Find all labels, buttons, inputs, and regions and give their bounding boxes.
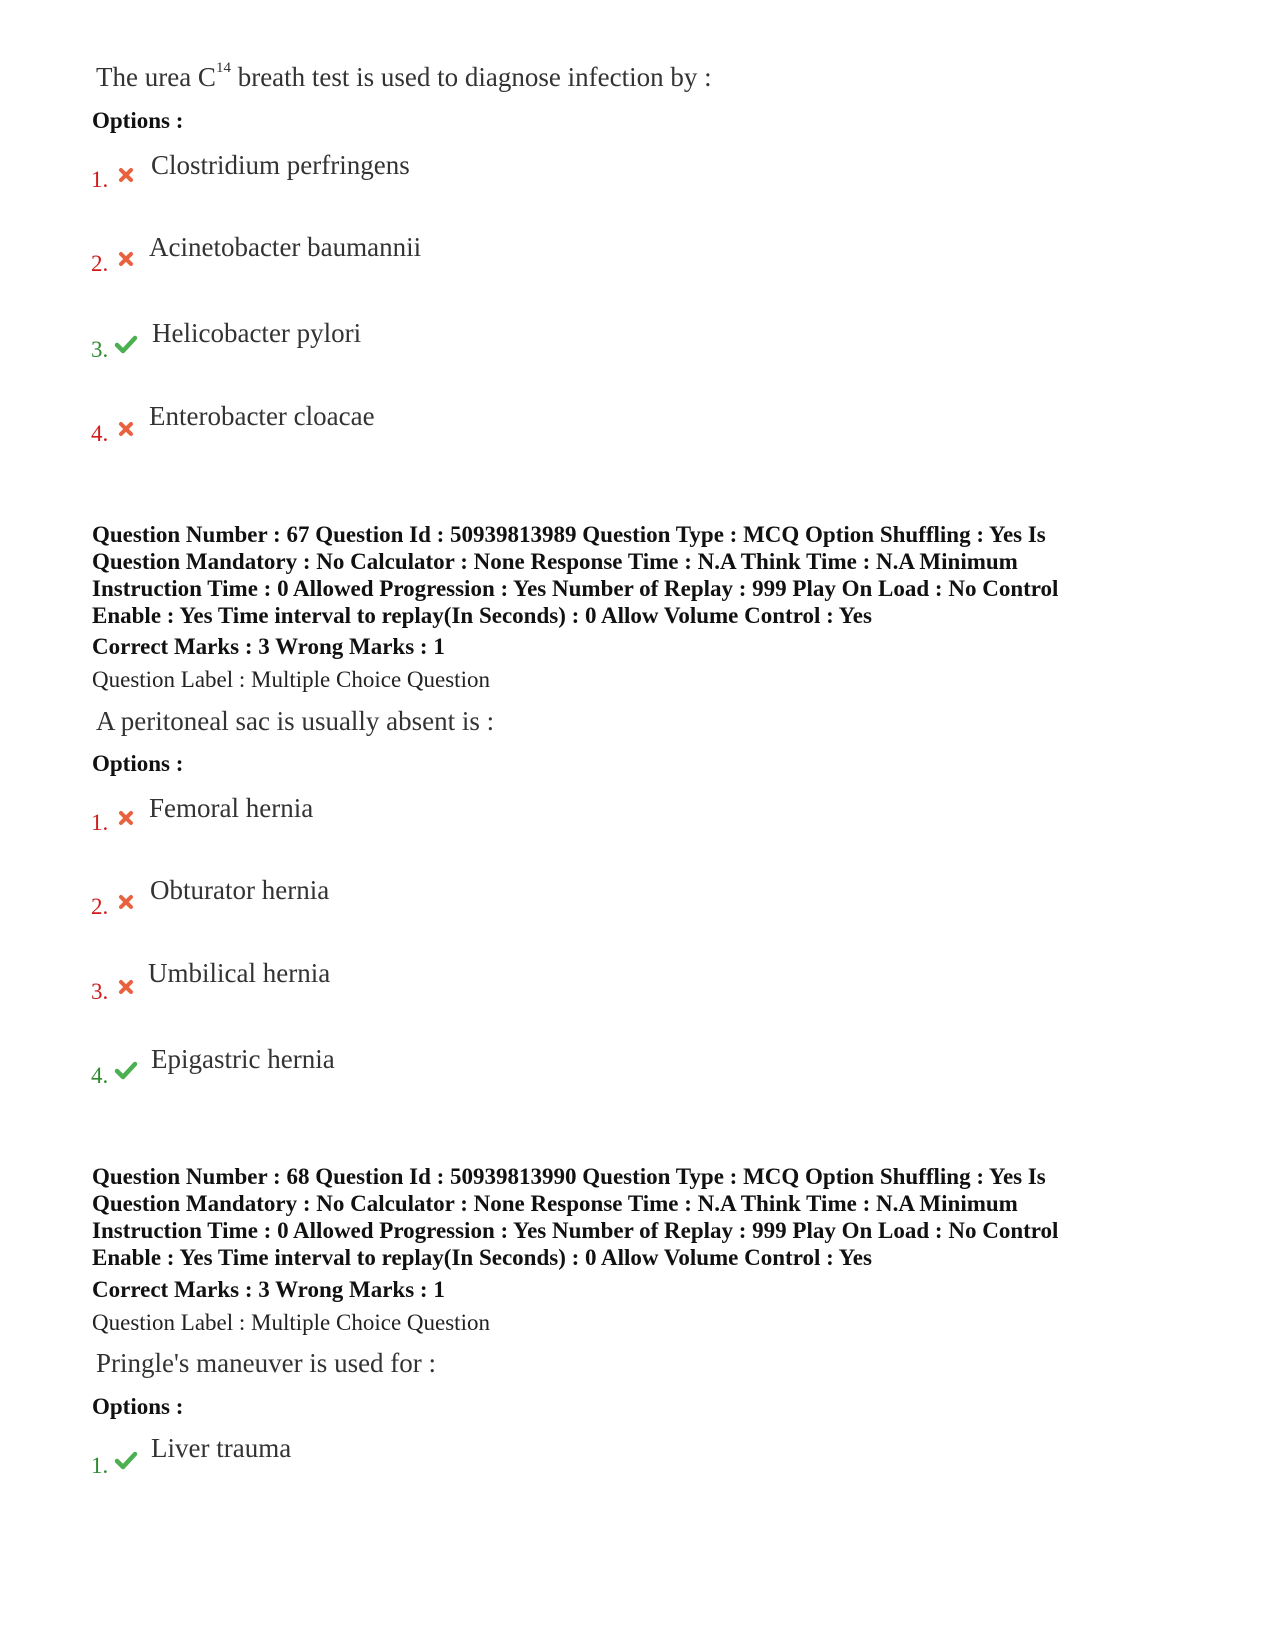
option-text: Acinetobacter baumannii xyxy=(149,232,422,262)
cross-icon xyxy=(117,250,135,268)
option-number: 1. xyxy=(91,1453,109,1478)
option-text: Liver trauma xyxy=(151,1433,292,1463)
cross-icon xyxy=(117,420,135,438)
options-label: Options : xyxy=(92,1394,184,1419)
question-68-label: Question Label : Multiple Choice Question xyxy=(92,1310,490,1335)
option-number: 3. xyxy=(91,337,109,362)
metadata-line: Enable : Yes Time interval to replay(In Seconds) : 0 Allow Volume Control : Yes xyxy=(92,1245,872,1270)
question-67-metadata xyxy=(92,521,1202,629)
option-text: Femoral hernia xyxy=(149,793,314,823)
question-68-text: Pringle's maneuver is used for : xyxy=(96,1348,437,1378)
question-66-text-prefix: The urea C xyxy=(96,62,216,92)
option-text: Clostridium perfringens xyxy=(151,150,410,180)
metadata-line: Instruction Time : 0 Allowed Progression : Yes Number of Replay : 999 Play On Load : No Control xyxy=(92,576,1059,601)
question-66-superscript: 14 xyxy=(215,60,231,76)
question-67-text: A peritoneal sac is usually absent is : xyxy=(96,706,495,736)
option-text: Helicobacter pylori xyxy=(152,318,362,348)
metadata-line: Question Mandatory : No Calculator : None Response Time : N.A Think Time : N.A Minimum xyxy=(92,549,1018,574)
cross-icon xyxy=(117,978,135,996)
option-text: Epigastric hernia xyxy=(151,1044,335,1074)
option-number: 1. xyxy=(91,810,109,835)
question-67-marks: Correct Marks : 3 Wrong Marks : 1 xyxy=(92,634,445,659)
question-66-text-suffix: breath test is used to diagnose infection by : xyxy=(230,62,712,92)
options-label: Options : xyxy=(92,108,184,133)
metadata-line: Enable : Yes Time interval to replay(In Seconds) : 0 Allow Volume Control : Yes xyxy=(92,603,872,628)
option-number: 4. xyxy=(91,1063,109,1088)
question-67-label: Question Label : Multiple Choice Question xyxy=(92,667,490,692)
check-icon xyxy=(114,1060,138,1080)
metadata-line: Question Mandatory : No Calculator : None Response Time : N.A Think Time : N.A Minimum xyxy=(92,1191,1018,1216)
option-text: Obturator hernia xyxy=(150,875,330,905)
cross-icon xyxy=(117,166,135,184)
option-number: 1. xyxy=(91,167,109,192)
option-number: 3. xyxy=(91,979,109,1004)
option-text: Enterobacter cloacae xyxy=(149,401,375,431)
option-text: Umbilical hernia xyxy=(148,958,331,988)
options-label: Options : xyxy=(92,751,184,776)
metadata-line: Question Number : 67 Question Id : 50939813989 Question Type : MCQ Option Shuffling : Yes Is xyxy=(92,522,1046,547)
metadata-line: Question Number : 68 Question Id : 50939813990 Question Type : MCQ Option Shuffling : Yes Is xyxy=(92,1164,1046,1189)
cross-icon xyxy=(117,809,135,827)
option-number: 2. xyxy=(91,894,109,919)
option-number: 2. xyxy=(91,251,109,276)
question-68-metadata xyxy=(92,1163,1202,1271)
question-66-text xyxy=(96,62,712,93)
cross-icon xyxy=(117,893,135,911)
question-68-marks: Correct Marks : 3 Wrong Marks : 1 xyxy=(92,1277,445,1302)
check-icon xyxy=(114,1450,138,1470)
option-number: 4. xyxy=(91,421,109,446)
metadata-line: Instruction Time : 0 Allowed Progression : Yes Number of Replay : 999 Play On Load : No Control xyxy=(92,1218,1059,1243)
check-icon xyxy=(114,334,138,354)
